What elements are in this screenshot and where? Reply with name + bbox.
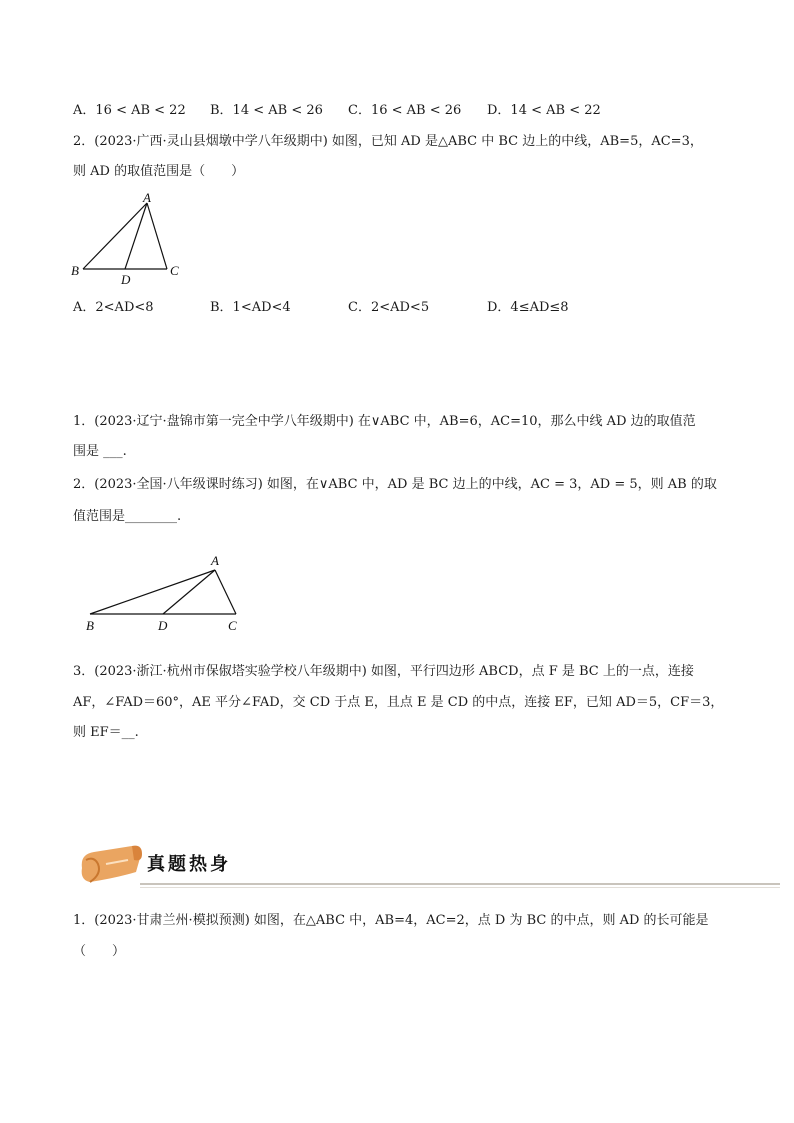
q2-label-b: B: [71, 263, 79, 278]
q2-label-c: C: [170, 263, 179, 278]
fill2-label-c: C: [228, 618, 237, 633]
fill2-text-line1: 2．(2023·全国·八年级课时练习) 如图，在∨ABC 中，AD 是 BC 边上的中线，AC = 3，AD = 5，则 AB 的取: [73, 477, 717, 492]
scroll-icon: [76, 838, 146, 888]
q2-option-d: D．4≤AD≤8: [487, 300, 569, 315]
zt1-text-line2: （ ）: [73, 944, 126, 959]
q1-option-c: C．16 < AB < 26: [348, 103, 462, 118]
fill2-triangle-figure: [80, 552, 255, 637]
fill3-text-line3: 则 EF＝__.: [73, 725, 139, 740]
q2-text-line1: 2．(2023·广西·灵山县烟墩中学八年级期中) 如图，已知 AD 是△ABC 中 BC 边上的中线，AB=5，AC=3，: [73, 134, 703, 149]
q1-option-b: B．14 < AB < 26: [210, 103, 323, 118]
fill2-text-line2: 值范围是________.: [73, 509, 182, 524]
q2-option-c: C．2<AD<5: [348, 300, 430, 315]
fill2-label-a: A: [211, 553, 219, 568]
q2-text-line2: 则 AD 的取值范围是（ ）: [73, 164, 245, 179]
q1-option-d: D．14 < AB < 22: [487, 103, 601, 118]
fill3-text-line1: 3．(2023·浙江·杭州市保俶塔实验学校八年级期中) 如图，平行四边形 ABCD，点 F 是 BC 上的一点，连接: [73, 664, 694, 679]
q1-option-a: A．16 < AB < 22: [73, 103, 186, 118]
fill2-label-d: D: [158, 618, 168, 633]
q2-label-a: A: [143, 190, 151, 205]
section-divider: [140, 883, 780, 885]
q2-option-b: B．1<AD<4: [210, 300, 291, 315]
q2-label-d: D: [121, 272, 131, 287]
zt1-text-line1: 1．(2023·甘肃兰州·模拟预测) 如图，在△ABC 中，AB=4，AC=2，点 D 为 BC 的中点，则 AD 的长可能是: [73, 913, 709, 928]
q2-triangle-figure: [60, 188, 200, 290]
section-title: 真题热身: [147, 854, 231, 875]
fill3-text-line2: AF，∠FAD＝60°，AE 平分∠FAD，交 CD 于点 E，且点 E 是 CD 的中点，连接 EF，已知 AD＝5，CF＝3，: [73, 695, 724, 710]
section-divider-thin: [140, 887, 780, 888]
fill1-text-line1: 1．(2023·辽宁·盘锦市第一完全中学八年级期中) 在∨ABC 中，AB=6，AC=10，那么中线 AD 边的取值范: [73, 414, 696, 429]
q2-option-a: A．2<AD<8: [73, 300, 154, 315]
fill1-text-line2: 围是 ___.: [73, 444, 127, 459]
fill2-label-b: B: [86, 618, 94, 633]
